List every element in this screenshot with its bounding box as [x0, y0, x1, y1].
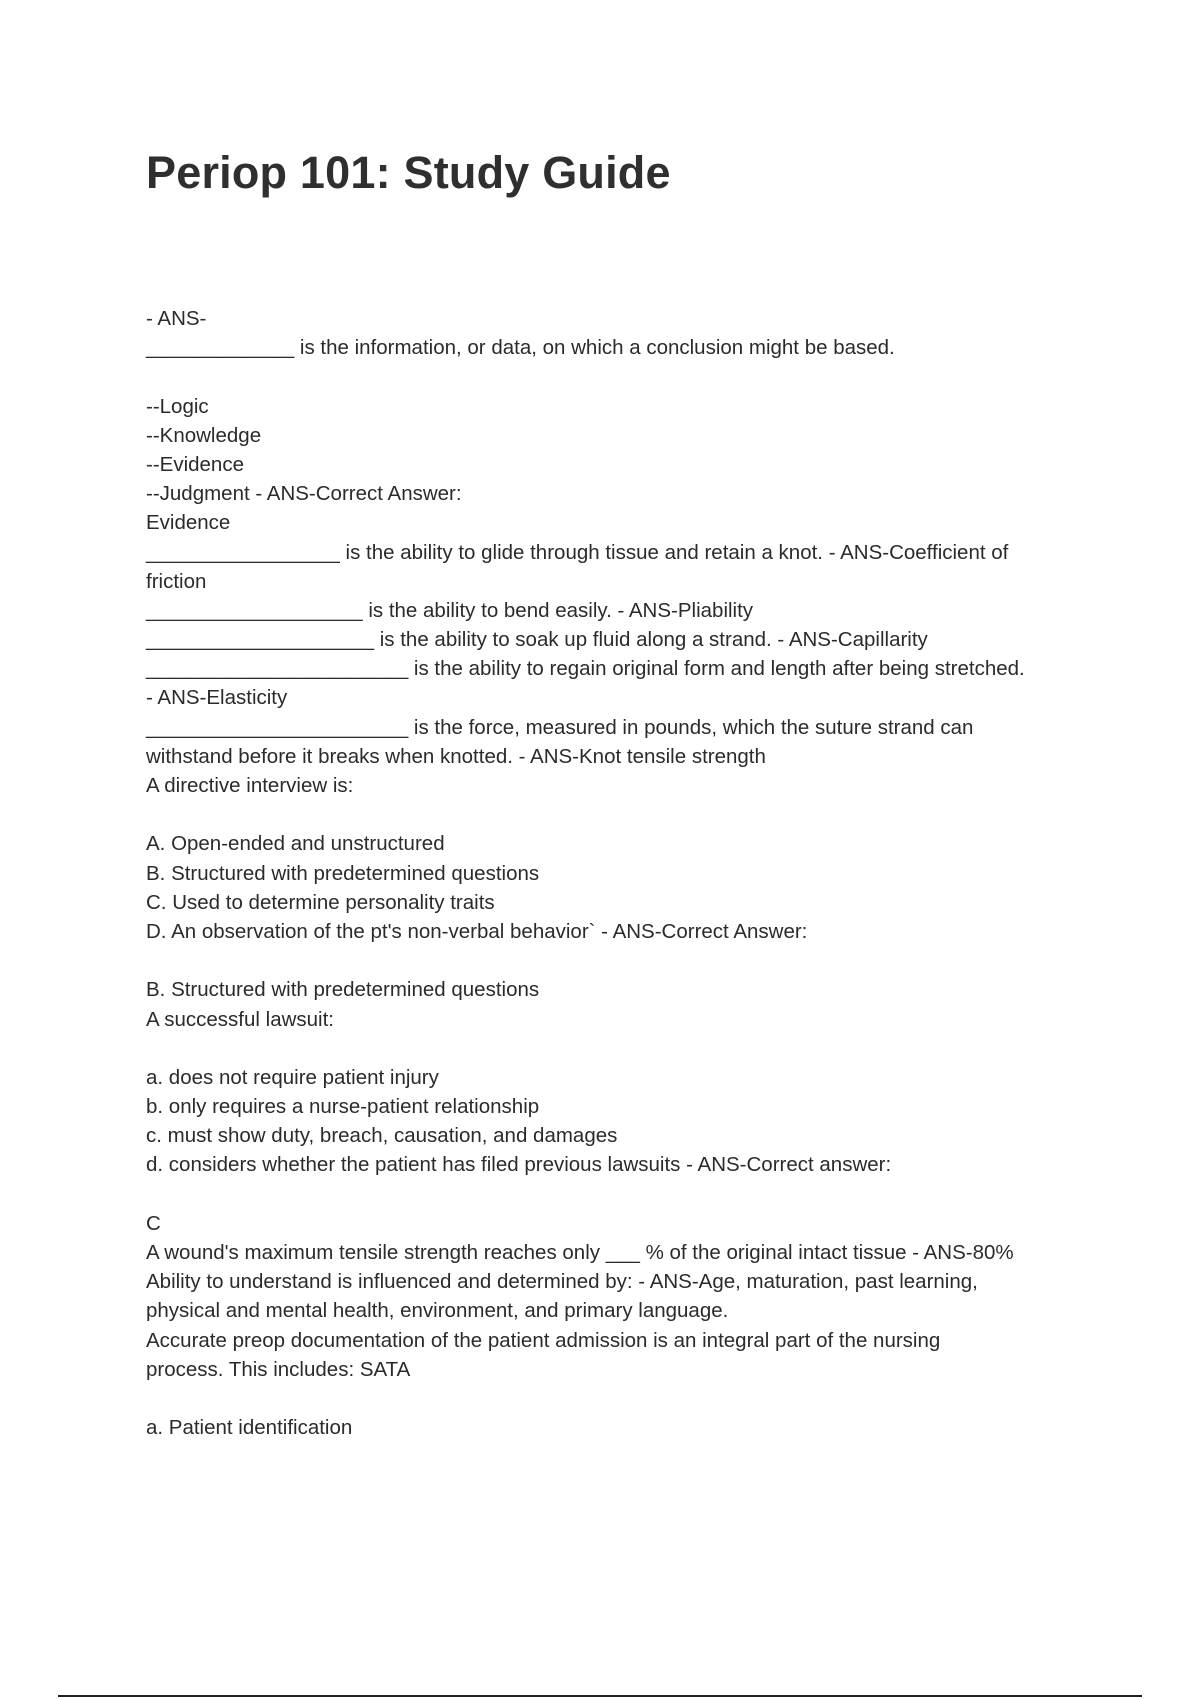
text-line-6: --Evidence [146, 452, 244, 476]
text-line-8: Evidence [146, 511, 231, 535]
text-line-33: A wound's maximum tensile strength reaches only ___ % of the original intact tissue - ANS-80% [146, 1241, 1014, 1264]
text-line-22: D. An observation of the pt's non-verbal behavior` - ANS-Correct Answer: [146, 919, 808, 943]
text-line-30: d. considers whether the patient has filed previous lawsuits - ANS-Correct answer: [146, 1153, 892, 1177]
text-line-5: --Knowledge [146, 423, 262, 447]
study-guide-body [146, 304, 1106, 1442]
text-line-2: _____________ is the information, or data, on which a conclusion might be based. [146, 336, 895, 360]
text-line-1: - ANS- [146, 307, 207, 330]
blank-line [146, 946, 1106, 975]
blank-line [146, 1180, 1106, 1209]
text-line-27: a. does not require patient injury [146, 1065, 439, 1089]
text-line-25: A successful lawsuit: [146, 1007, 334, 1031]
text-line-17: A directive interview is: [146, 774, 354, 797]
page-title: Periop 101: Study Guide [146, 147, 671, 198]
text-line-20: B. Structured with predetermined questions [146, 861, 540, 885]
text-line-35: physical and mental health, environment, and primary language. [146, 1299, 729, 1323]
blank-line [146, 362, 1106, 391]
text-line-24: B. Structured with predetermined questions [146, 978, 540, 1002]
text-line-16: withstand before it breaks when knotted. - ANS-Knot tensile strength [146, 744, 766, 768]
text-line-7: --Judgment - ANS-Correct Answer: [146, 482, 462, 506]
text-line-19: A. Open-ended and unstructured [146, 832, 445, 856]
text-line-9: _________________ is the ability to glide through tissue and retain a knot. - ANS-Coefficient of [146, 540, 1009, 564]
text-line-21: C. Used to determine personality traits [146, 890, 495, 914]
text-line-12: ____________________ is the ability to soak up fluid along a strand. - ANS-Capillarity [146, 628, 928, 652]
blank-line [146, 1034, 1106, 1063]
text-line-28: b. only requires a nurse-patient relationship [146, 1095, 540, 1119]
blank-line [146, 800, 1106, 829]
text-line-14: - ANS-Elasticity [146, 686, 288, 710]
text-line-39: a. Patient identification [146, 1416, 353, 1440]
text-line-37: process. This includes: SATA [146, 1357, 411, 1381]
text-line-29: c. must show duty, breach, causation, and damages [146, 1124, 618, 1148]
text-line-15: _______________________ is the force, measured in pounds, which the suture strand can [146, 715, 974, 739]
text-line-13: _______________________ is the ability to regain original form and length after being stretched. [146, 657, 1025, 681]
text-line-11: ___________________ is the ability to bend easily. - ANS-Pliability [146, 598, 754, 622]
blank-line [146, 1384, 1106, 1413]
text-line-34: Ability to understand is influenced and determined by: - ANS-Age, maturation, past learning, [146, 1270, 978, 1294]
footer-divider [58, 1695, 1142, 1697]
text-line-32: C [146, 1211, 161, 1235]
text-line-10: friction [146, 569, 207, 593]
text-line-4: --Logic [146, 394, 209, 418]
text-line-36: Accurate preop documentation of the patient admission is an integral part of the nursing [146, 1328, 941, 1352]
